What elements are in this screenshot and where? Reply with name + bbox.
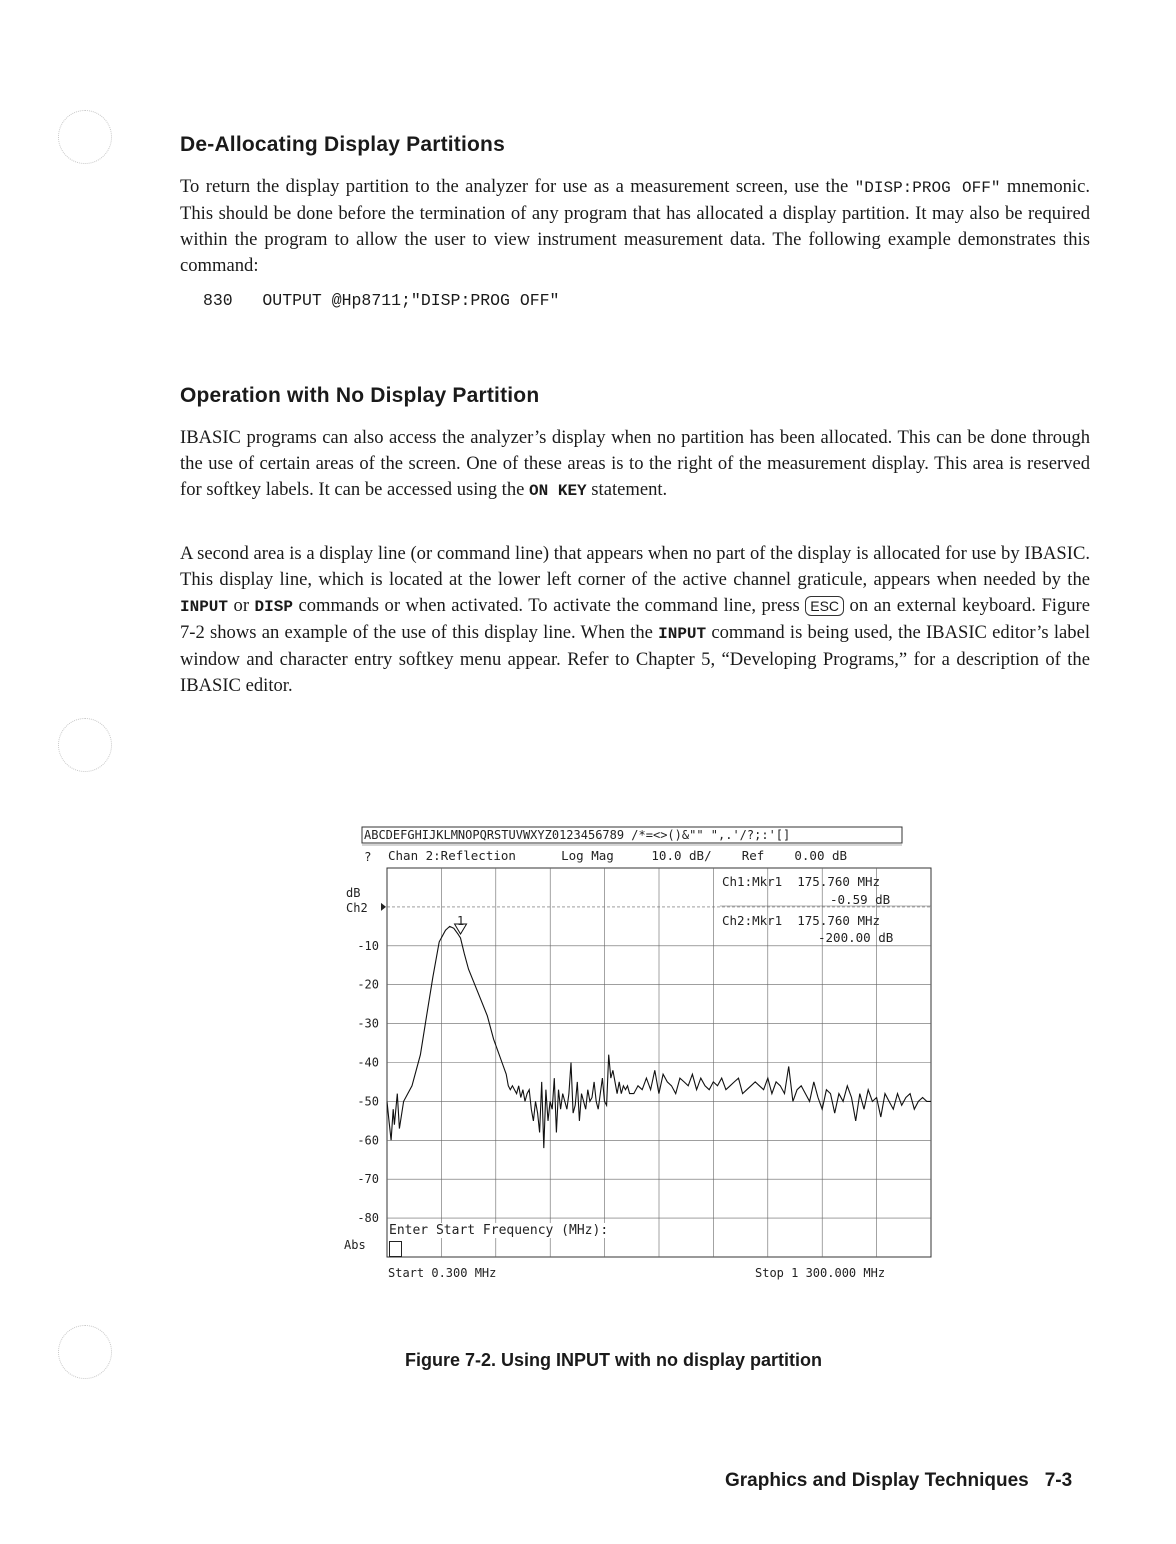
footer-title: Graphics and Display Techniques (725, 1470, 1029, 1491)
marker-number: 1 (457, 914, 465, 928)
cursor-box (389, 1241, 402, 1257)
para-text: commands or when activated. To activate the command line, press (292, 595, 806, 616)
y-tick-label: -40 (357, 1055, 379, 1070)
command-line-prompt: Enter Start Frequency (MHz): (389, 1223, 609, 1238)
marker1-frequency: Ch1:Mkr1 175.760 MHz (722, 874, 881, 889)
punch-hole-top (58, 110, 112, 164)
unit-label: dB (346, 886, 361, 900)
paragraph-no-partition-1 (180, 425, 1090, 504)
page-number: 7-3 (1044, 1470, 1073, 1491)
y-tick-label: -20 (357, 977, 379, 992)
start-frequency-label: Start 0.300 MHz (388, 1266, 497, 1280)
y-tick-label: -30 (357, 1016, 379, 1031)
status-question: ? (364, 849, 372, 864)
status-line: Chan 2:Reflection Log Mag 10.0 dB/ Ref 0.00 dB (388, 848, 848, 863)
figure-caption: Figure 7-2. Using INPUT with no display partition (405, 1350, 823, 1370)
para-text: mnemonic. This should be done before the termination of any program that has allocated a display partition. It may also be required within the program to allow the user to view instrument measurement data. The following example demonstrates this command: (180, 176, 1090, 276)
para-text: on an external keyboard. Figure 7-2 shows an example of the use of this display line. When the (180, 595, 1090, 643)
inline-code: INPUT (180, 598, 229, 616)
paragraph-no-partition-2 (180, 541, 1090, 699)
para-text: statement. (586, 479, 668, 500)
para-text: or (228, 595, 255, 616)
y-tick-label: -80 (357, 1211, 379, 1226)
stop-frequency-label: Stop 1 300.000 MHz (755, 1266, 886, 1280)
inline-code: "DISP:PROG OFF" (854, 179, 1001, 197)
para-text: IBASIC programs can also access the analyzer’s display when no partition has been allocated. This can be done through the use of certain areas of the screen. One of these areas is to the right of the measurement display. This area is reserved for softkey labels. It can be accessed using the (180, 427, 1090, 500)
y-tick-label: -10 (357, 938, 379, 953)
y-tick-label: -70 (357, 1172, 379, 1187)
paragraph-deallocating (180, 174, 1090, 279)
channel-label: Ch2 (346, 901, 368, 915)
para-text: To return the display partition to the analyzer for use as a measurement screen, use the (180, 176, 849, 197)
inline-code: ON KEY (529, 482, 587, 500)
marker2-frequency: Ch2:Mkr1 175.760 MHz (722, 913, 881, 928)
section-heading-no-partition: Operation with No Display Partition (180, 384, 540, 407)
punch-hole-middle (58, 718, 112, 772)
code-example: 830 OUTPUT @Hp8711;"DISP:PROG OFF" (203, 291, 560, 310)
y-tick-label: -50 (357, 1094, 379, 1109)
inline-code: DISP (254, 598, 293, 616)
marker2-value: -200.00 dB (818, 930, 894, 945)
abs-label: Abs (344, 1238, 366, 1252)
page-footer (725, 1470, 1072, 1492)
marker1-value: -0.59 dB (830, 892, 891, 907)
inline-code: INPUT (658, 625, 707, 643)
reference-arrow-icon (381, 903, 386, 911)
punch-hole-bottom (58, 1325, 112, 1379)
character-entry-row: ABCDEFGHIJKLMNOPQRSTUVWXYZ0123456789 /*=<>()&"" ",.'/?;:'[] (364, 828, 791, 842)
para-text: A second area is a display line (or command line) that appears when no part of the display is allocated for use by IBASIC. This display line, which is located at the lower left corner of the active channel graticule, appears when needed by the (180, 543, 1090, 590)
section-heading-deallocating: De-Allocating Display Partitions (180, 133, 505, 156)
y-tick-label: -60 (357, 1133, 379, 1148)
para-text: command is being used, the IBASIC editor’s label window and character entry softkey menu appear. Refer to Chapter 5, “Developing Programs,” for a description of the IBASIC editor. (180, 622, 1090, 696)
figure-analyzer-screen (340, 825, 940, 1285)
esc-key-icon: ESC (805, 596, 844, 616)
